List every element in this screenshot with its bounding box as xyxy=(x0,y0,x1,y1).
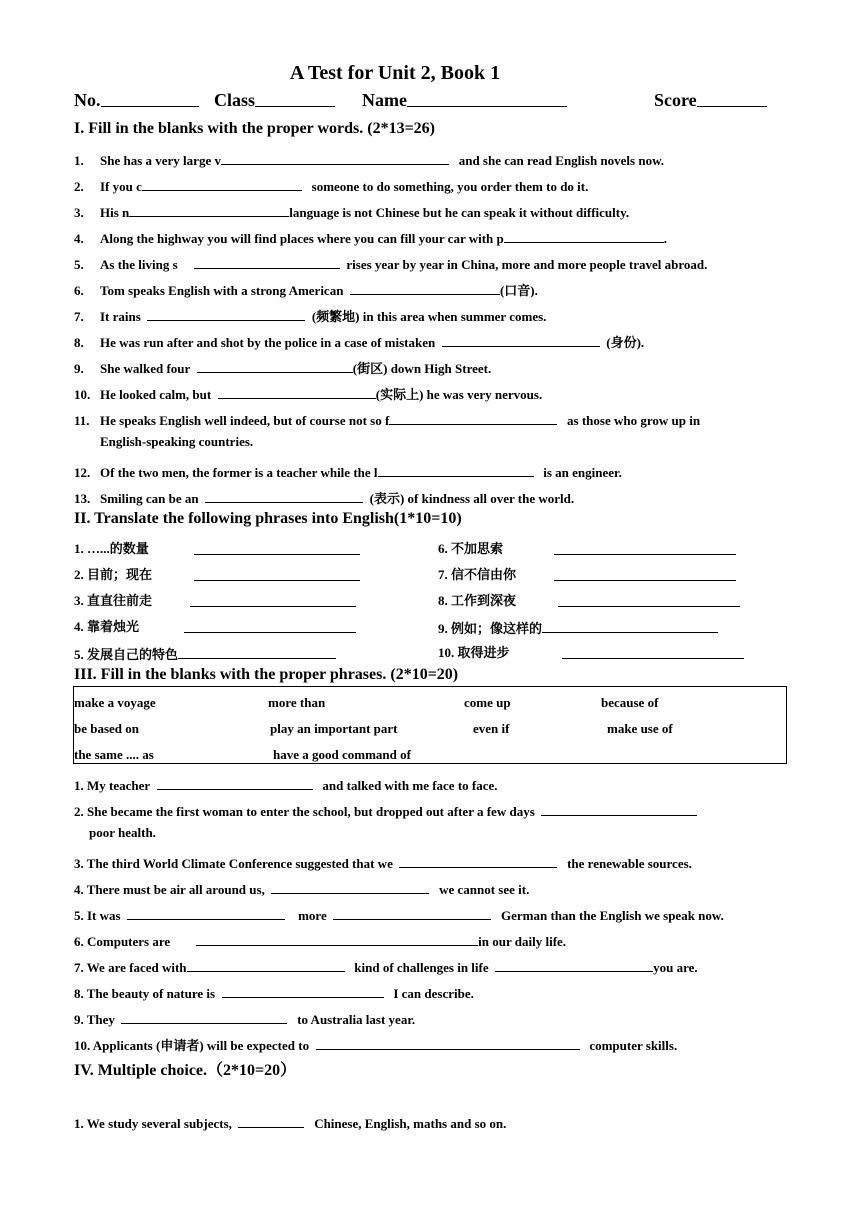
translate-item: 1. …...的数量 xyxy=(74,541,149,556)
translate-item: 10. 取得进步 xyxy=(438,645,510,660)
s1-question: 2. If you c someone to do something, you order them to do it. xyxy=(74,174,788,195)
page-title: A Test for Unit 2, Book 1 xyxy=(289,62,501,84)
section-3-heading: III. Fill in the blanks with the proper phrases. (2*10=20) xyxy=(74,666,459,683)
phrase-box xyxy=(73,686,787,764)
s1-question: 13. Smiling can be an (表示) of kindness all over the world. xyxy=(74,486,788,507)
class-label: Class xyxy=(214,90,255,111)
s3-question: 10. Applicants (申请者) will be expected to computer skills. xyxy=(74,1033,788,1054)
name-label: Name xyxy=(362,90,407,111)
translate-item: 9. 例如；像这样的 xyxy=(438,616,718,637)
phrase-option: make a voyage xyxy=(74,695,156,710)
section-2-heading: II. Translate the following phrases into English(1*10=10) xyxy=(74,510,462,527)
s1-question: 6. Tom speaks English with a strong American (口音). xyxy=(74,278,788,299)
s1-question: 4. Along the highway you will find places where you can fill your car with p . xyxy=(74,226,788,247)
s3-question: 1. My teacher and talked with me face to face. xyxy=(74,773,788,794)
s1-question: 10. He looked calm, but (实际上) he was very nervous. xyxy=(74,382,788,403)
s3-question: 3. The third World Climate Conference suggested that we the renewable sources. xyxy=(74,851,788,872)
translate-item: 5. 发展自己的特色 xyxy=(74,642,336,663)
phrase-option: make use of xyxy=(607,721,673,736)
phrase-option: more than xyxy=(268,695,326,710)
s3-question: 2. She became the first woman to enter the school, but dropped out after a few days xyxy=(74,799,788,820)
s1-question: 9. She walked four (街区) down High Street. xyxy=(74,356,788,377)
s1-question: 8. He was run after and shot by the police in a case of mistaken (身份). xyxy=(74,330,788,351)
section-1-heading: I. Fill in the blanks with the proper words. (2*13=26) xyxy=(74,120,436,137)
no-label: No. xyxy=(74,90,101,111)
s3-question: 9. They to Australia last year. xyxy=(74,1007,788,1028)
phrase-option: the same .... as xyxy=(74,747,154,762)
translate-item: 7. 信不信由你 xyxy=(438,567,517,582)
s1-question: 12. Of the two men, the former is a teacher while the l is an engineer. xyxy=(74,460,788,481)
translate-item: 8. 工作到深夜 xyxy=(438,593,517,608)
score-label: Score xyxy=(654,90,697,111)
header-row xyxy=(74,90,788,116)
s4-question: 1. We study several subjects, Chinese, English, maths and so on. xyxy=(74,1111,788,1132)
s1-question: 5. As the living s rises year by year in China, more and more people travel abroad. xyxy=(74,252,788,273)
phrase-option: have a good command of xyxy=(273,747,411,762)
translate-item: 3. 直直往前走 xyxy=(74,593,153,608)
phrase-option: even if xyxy=(473,721,510,736)
s1-question: 11. He speaks English well indeed, but of course not so f as those who grow up in xyxy=(74,408,788,429)
phrase-option: because of xyxy=(601,695,659,710)
translate-item: 6. 不加思索 xyxy=(438,541,504,556)
section-4-heading: IV. Multiple choice.（2*10=20） xyxy=(74,1062,297,1079)
s3-question: 5. It was more German than the English we speak now. xyxy=(74,903,788,924)
phrase-option: come up xyxy=(464,695,511,710)
phrase-option: be based on xyxy=(74,721,140,736)
s1-question: 7. It rains (频繁地) in this area when summer comes. xyxy=(74,304,788,325)
s1-question: 3. His n language is not Chinese but he can speak it without difficulty. xyxy=(74,200,788,221)
s1-question: 1. She has a very large v and she can read English novels now. xyxy=(74,148,788,169)
s3-question: 4. There must be air all around us, we cannot see it. xyxy=(74,877,788,898)
s3-question: 7. We are faced with kind of challenges in life you are. xyxy=(74,955,788,976)
s3-question: 8. The beauty of nature is I can describe. xyxy=(74,981,788,1002)
translate-item: 4. 靠着烛光 xyxy=(74,619,140,634)
s3-question-continuation: poor health. xyxy=(89,825,156,840)
s3-question: 6. Computers are in our daily life. xyxy=(74,929,788,950)
s1-question-continuation: English-speaking countries. xyxy=(100,434,254,449)
translate-item: 2. 目前；现在 xyxy=(74,567,153,582)
phrase-option: play an important part xyxy=(270,721,398,736)
